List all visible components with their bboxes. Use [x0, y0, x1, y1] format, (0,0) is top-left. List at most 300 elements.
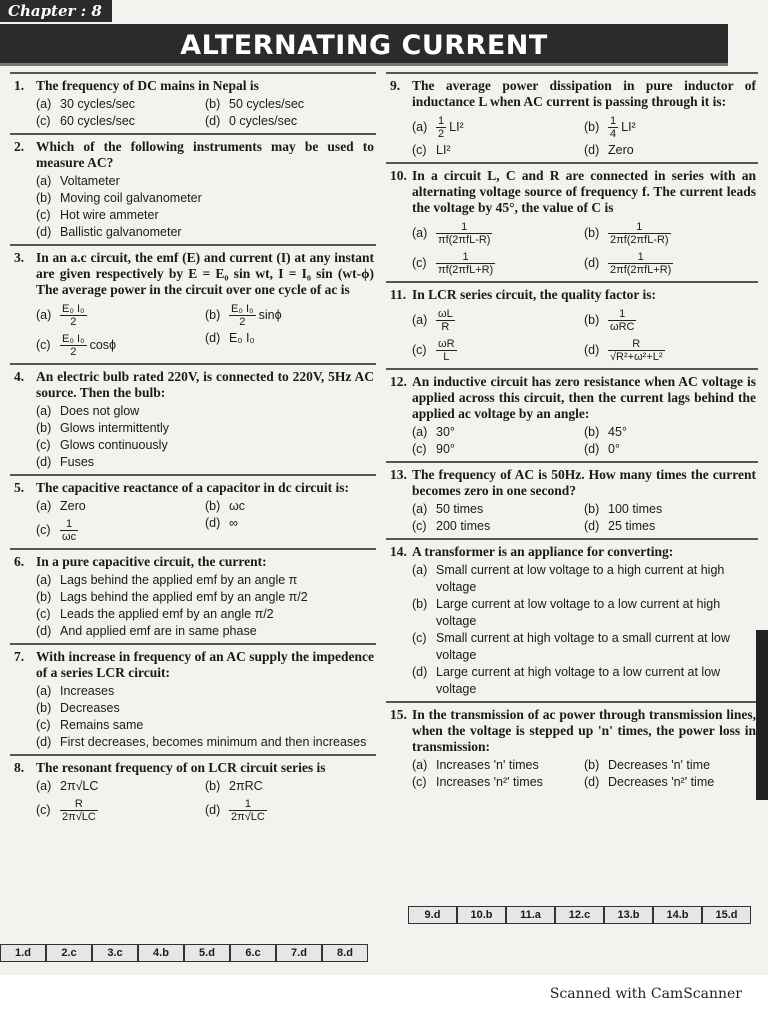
- option-text: E₀ I₀: [229, 331, 255, 345]
- option-value: [60, 207, 374, 224]
- question-text: With increase in frequency of an AC supply the impedence of a series LCR circuit:: [36, 649, 374, 680]
- options-list: [36, 173, 374, 241]
- option-value: [60, 623, 374, 640]
- options-list: [36, 778, 374, 825]
- fraction-numerator: 1: [608, 308, 636, 321]
- fraction-denominator: 2π√LC: [62, 811, 96, 824]
- option-label: (d): [412, 665, 428, 679]
- option-value: [608, 218, 756, 248]
- answer-key-cell: 2.c: [46, 944, 92, 962]
- question-block: [10, 754, 376, 828]
- option: [584, 335, 756, 365]
- option-text: 45°: [608, 425, 627, 439]
- fraction: [436, 221, 492, 246]
- answer-key-row-left: [0, 944, 368, 962]
- fraction-numerator: 1: [608, 221, 671, 234]
- option-label: (d): [584, 343, 600, 357]
- answer-key-cell: 11.a: [506, 906, 555, 924]
- option-label: (d): [205, 803, 221, 817]
- fraction-numerator: E₀ I₀: [62, 333, 85, 346]
- fraction: [436, 338, 457, 363]
- option-label: (b): [412, 597, 428, 611]
- fraction-denominator: L: [443, 351, 450, 364]
- options-list: [412, 562, 756, 698]
- option-text: Small current at low voltage to a high current at high voltage: [436, 563, 725, 594]
- option-text: Lags behind the applied emf by an angle π: [60, 573, 298, 587]
- option-value: [608, 248, 756, 278]
- question-text: Which of the following instruments may be used to measure AC?: [36, 139, 374, 170]
- options-list: [412, 218, 756, 278]
- fraction: [229, 798, 267, 823]
- option-value: [60, 420, 374, 437]
- question-block: [386, 461, 758, 538]
- option: [584, 142, 756, 159]
- option-label: (a): [412, 563, 428, 577]
- fraction-denominator: 2π√LC: [231, 811, 265, 824]
- fraction-denominator: √R²+ω²+L²: [610, 351, 663, 364]
- option-text: 200 times: [436, 519, 491, 533]
- option: [412, 142, 584, 159]
- option: [36, 420, 374, 437]
- option: [412, 774, 584, 791]
- option-label: (b): [36, 191, 52, 205]
- option-text: cosϕ: [89, 338, 117, 352]
- question-header: [14, 369, 374, 401]
- answer-key-cell: 15.d: [702, 906, 751, 924]
- option-text: Remains same: [60, 718, 144, 732]
- option-value: [436, 562, 756, 596]
- option-text: Zero: [60, 499, 86, 513]
- option-text: Increases: [60, 684, 115, 698]
- option-value: [229, 330, 374, 360]
- option-label: (b): [205, 97, 221, 111]
- answer-key-cell: 5.d: [184, 944, 230, 962]
- question-number: 6.: [14, 554, 25, 569]
- option-label: (b): [584, 502, 600, 516]
- option-label: (c): [412, 519, 427, 533]
- option: [205, 96, 374, 113]
- option-value: [60, 700, 374, 717]
- option-label: (d): [584, 442, 600, 456]
- answer-key-cell: 4.b: [138, 944, 184, 962]
- option: [36, 207, 374, 224]
- option-text: Increases 'n' times: [436, 758, 539, 772]
- option-label: (a): [412, 425, 428, 439]
- question-number: 9.: [390, 78, 401, 93]
- answer-key-cell: 13.b: [604, 906, 653, 924]
- question-number: 11.: [390, 287, 407, 302]
- question-header: [390, 287, 756, 303]
- option-value: [60, 734, 374, 751]
- option-text: 2πRC: [229, 779, 263, 793]
- option-value: [60, 437, 374, 454]
- option-value: [60, 96, 205, 113]
- option-text: Voltameter: [60, 174, 120, 188]
- fraction: [608, 221, 671, 246]
- option-text: 0 cycles/sec: [229, 114, 298, 128]
- fraction-denominator: 4: [610, 128, 617, 141]
- option-label: (c): [412, 775, 427, 789]
- option: [36, 300, 205, 330]
- option-label: (d): [36, 624, 52, 638]
- page-title: ALTERNATING CURRENT: [180, 30, 548, 61]
- option-value: [436, 630, 756, 664]
- fraction: [60, 518, 78, 543]
- question-number: 2.: [14, 139, 25, 154]
- option: [584, 501, 756, 518]
- option-label: (a): [412, 502, 428, 516]
- fraction: [60, 303, 87, 328]
- option-label: (b): [584, 226, 600, 240]
- option-value: [60, 589, 374, 606]
- option: [36, 717, 374, 734]
- option: [36, 498, 205, 515]
- option-label: (b): [36, 701, 52, 715]
- fraction: [436, 308, 455, 333]
- answer-key-cell: 10.b: [457, 906, 506, 924]
- option: [36, 437, 374, 454]
- option-text: ωc: [229, 499, 246, 513]
- option-value: [229, 96, 374, 113]
- option-text: Decreases: [60, 701, 120, 715]
- question-number: 3.: [14, 250, 25, 265]
- options-list: [36, 572, 374, 640]
- option-value: [60, 606, 374, 623]
- option: [205, 113, 374, 130]
- option-value: [436, 305, 584, 335]
- option-text: Small current at high voltage to a small current at low voltage: [436, 631, 730, 662]
- option: [36, 623, 374, 640]
- option: [36, 515, 205, 545]
- options-list: [412, 424, 756, 458]
- option-value: [608, 518, 756, 535]
- option-text: Hot wire ammeter: [60, 208, 159, 222]
- option-text: 0°: [608, 442, 620, 456]
- question-header: [14, 78, 374, 94]
- fraction: [60, 333, 87, 358]
- fraction: [608, 308, 636, 333]
- option-value: [60, 113, 205, 130]
- option: [36, 454, 374, 471]
- option-text: 30°: [436, 425, 455, 439]
- question-text: In an a.c circuit, the emf (E) and current (I) at any instant are given respectively by E = E₀ sin wt, I = I₀ sin (wt-ϕ) The average power in the circuit over one cycle of ac is: [36, 250, 374, 297]
- option: [412, 757, 584, 774]
- fraction-denominator: ωRC: [610, 321, 635, 334]
- question-header: [14, 139, 374, 171]
- option-label: (c): [36, 803, 51, 817]
- question-header: [390, 707, 756, 755]
- fraction-numerator: R: [608, 338, 665, 351]
- option-label: (c): [36, 114, 51, 128]
- question-number: 8.: [14, 760, 25, 775]
- question-block: [10, 548, 376, 643]
- question-header: [390, 544, 756, 560]
- option: [205, 300, 374, 330]
- option-label: (d): [36, 455, 52, 469]
- option-label: (d): [205, 114, 221, 128]
- fraction-numerator: 1: [229, 798, 267, 811]
- question-text: A transformer is an appliance for converting:: [412, 544, 674, 559]
- options-list: [36, 403, 374, 471]
- question-block: [10, 244, 376, 363]
- option: [36, 683, 374, 700]
- question-text: The capacitive reactance of a capacitor in dc circuit is:: [36, 480, 350, 495]
- option: [412, 305, 584, 335]
- question-text: The frequency of AC is 50Hz. How many times the current becomes zero in one second?: [412, 467, 756, 498]
- question-block: [10, 133, 376, 244]
- option-value: [436, 248, 584, 278]
- option-label: (c): [36, 438, 51, 452]
- option: [36, 113, 205, 130]
- question-number: 4.: [14, 369, 25, 384]
- option-label: (b): [205, 308, 221, 322]
- option: [412, 596, 756, 630]
- answer-key-cell: 3.c: [92, 944, 138, 962]
- option-value: [608, 335, 756, 365]
- fraction-denominator: 2: [70, 316, 77, 329]
- fraction-denominator: πf(2πfL-R): [438, 234, 491, 247]
- option-value: [436, 501, 584, 518]
- option-value: [436, 142, 584, 159]
- option-label: (c): [36, 607, 51, 621]
- option: [205, 795, 374, 825]
- option: [584, 424, 756, 441]
- fraction-numerator: E₀ I₀: [62, 303, 85, 316]
- option: [412, 630, 756, 664]
- fraction-numerator: 1: [438, 115, 445, 128]
- option-value: [60, 498, 205, 515]
- option-label: (c): [36, 718, 51, 732]
- question-block: [386, 162, 758, 281]
- answer-key-row-right: [408, 906, 751, 924]
- option: [36, 795, 205, 825]
- option-value: [60, 778, 205, 795]
- question-text: In the transmission of ac power through transmission lines, when the voltage is stepped up 'n' times, the power loss in transmission:: [412, 707, 756, 754]
- option-label: (b): [205, 779, 221, 793]
- options-list: [36, 683, 374, 751]
- fraction-denominator: πf(2πfL+R): [438, 264, 494, 277]
- option-label: (d): [584, 775, 600, 789]
- fraction-denominator: 2: [70, 346, 77, 359]
- question-text: In a circuit L, C and R are connected in series with an alternating voltage source of frequency f. The current leads the voltage by 45°, the value of C is: [412, 168, 756, 215]
- option-text: Ballistic galvanometer: [60, 225, 182, 239]
- option-label: (a): [412, 313, 428, 327]
- option-value: [436, 424, 584, 441]
- option-text: Glows continuously: [60, 438, 168, 452]
- question-number: 13.: [390, 467, 407, 482]
- option: [584, 248, 756, 278]
- option: [412, 424, 584, 441]
- option-text: LI²: [449, 120, 464, 134]
- option-text: ∞: [229, 516, 238, 530]
- option-text: sinϕ: [258, 308, 282, 322]
- option-label: (b): [584, 120, 600, 134]
- option-value: [60, 454, 374, 471]
- option: [584, 518, 756, 535]
- question-number: 1.: [14, 78, 25, 93]
- fraction-numerator: 1: [436, 251, 495, 264]
- option-label: (c): [36, 208, 51, 222]
- option-text: Leads the applied emf by an angle π/2: [60, 607, 274, 621]
- option: [412, 518, 584, 535]
- option-value: [608, 424, 756, 441]
- options-list: [36, 300, 374, 360]
- fraction-numerator: 1: [608, 251, 673, 264]
- question-header: [14, 760, 374, 776]
- question-header: [14, 250, 374, 298]
- option: [36, 173, 374, 190]
- option-text: 100 times: [608, 502, 663, 516]
- option-text: Decreases 'n' time: [608, 758, 711, 772]
- fraction-numerator: E₀ I₀: [231, 303, 254, 316]
- option-label: (b): [205, 499, 221, 513]
- option: [36, 589, 374, 606]
- question-text: An inductive circuit has zero resistance when AC voltage is applied across this circuit, then the current lags behind the applied ac voltage by an angle:: [412, 374, 756, 421]
- option-label: (d): [584, 256, 600, 270]
- fraction-denominator: ωc: [62, 531, 77, 544]
- option-label: (c): [412, 256, 427, 270]
- option-text: LI²: [436, 143, 451, 157]
- fraction: [436, 251, 495, 276]
- option-value: [60, 173, 374, 190]
- fraction-numerator: 1: [610, 115, 617, 128]
- question-header: [14, 649, 374, 681]
- option-value: [436, 757, 584, 774]
- option: [584, 218, 756, 248]
- option-text: 90°: [436, 442, 455, 456]
- option-value: [608, 112, 756, 142]
- option-label: (d): [584, 143, 600, 157]
- option-text: 60 cycles/sec: [60, 114, 136, 128]
- option-label: (d): [205, 516, 221, 530]
- option-text: Does not glow: [60, 404, 140, 418]
- option-value: [608, 774, 756, 791]
- options-list: [412, 305, 756, 365]
- option-text: Lags behind the applied emf by an angle π/2: [60, 590, 308, 604]
- question-header: [390, 78, 756, 110]
- option-value: [60, 403, 374, 420]
- question-text: In LCR series circuit, the quality factor is:: [412, 287, 656, 302]
- left-column: [10, 72, 376, 828]
- question-number: 15.: [390, 707, 407, 722]
- option-value: [608, 305, 756, 335]
- option-value: [229, 515, 374, 545]
- option-label: (b): [584, 425, 600, 439]
- option-label: (a): [36, 308, 52, 322]
- question-text: The resonant frequency of on LCR circuit series is: [36, 760, 326, 775]
- options-list: [412, 112, 756, 159]
- fraction-denominator: 2πf(2πfL+R): [610, 264, 672, 277]
- option-value: [436, 774, 584, 791]
- option-value: [229, 778, 374, 795]
- options-list: [412, 501, 756, 535]
- option-label: (a): [36, 499, 52, 513]
- option-label: (a): [36, 174, 52, 188]
- question-block: [386, 281, 758, 368]
- option-value: [229, 113, 374, 130]
- option: [36, 700, 374, 717]
- option-text: Large current at low voltage to a low current at high voltage: [436, 597, 721, 628]
- option-text: Decreases 'n²' time: [608, 775, 715, 789]
- question-block: [386, 538, 758, 701]
- question-block: [386, 701, 758, 794]
- option-text: And applied emf are in same phase: [60, 624, 257, 638]
- option-label: (a): [412, 226, 428, 240]
- option-label: (a): [36, 684, 52, 698]
- question-text: An electric bulb rated 220V, is connected to 220V, 5Hz AC source. Then the bulb:: [36, 369, 374, 400]
- question-number: 14.: [390, 544, 407, 559]
- option: [36, 330, 205, 360]
- option: [36, 572, 374, 589]
- option: [205, 330, 374, 360]
- option-text: LI²: [621, 120, 636, 134]
- option-value: [608, 501, 756, 518]
- option-value: [436, 335, 584, 365]
- option-label: (c): [412, 631, 427, 645]
- option-label: (a): [36, 779, 52, 793]
- option-label: (a): [36, 97, 52, 111]
- fraction-numerator: 1: [60, 518, 78, 531]
- fraction: [436, 115, 446, 140]
- question-text: In a pure capacitive circuit, the current:: [36, 554, 267, 569]
- option-label: (d): [36, 225, 52, 239]
- answer-key-cell: 6.c: [230, 944, 276, 962]
- option: [584, 305, 756, 335]
- option-value: [608, 441, 756, 458]
- option: [584, 441, 756, 458]
- option-label: (c): [412, 143, 427, 157]
- answer-key-cell: 1.d: [0, 944, 46, 962]
- option-label: (c): [36, 523, 51, 537]
- option-label: (d): [584, 519, 600, 533]
- option: [36, 778, 205, 795]
- option-label: (d): [205, 331, 221, 345]
- option-value: [229, 498, 374, 515]
- option-text: Fuses: [60, 455, 95, 469]
- option-text: 50 times: [436, 502, 484, 516]
- option-value: [60, 190, 374, 207]
- scanner-watermark: Scanned with CamScanner: [549, 986, 742, 1002]
- option-text: Large current at high voltage to a low current at low voltage: [436, 665, 721, 696]
- options-list: [412, 757, 756, 791]
- option-value: [60, 572, 374, 589]
- option-label: (c): [412, 343, 427, 357]
- option: [412, 112, 584, 142]
- answer-key-cell: 7.d: [276, 944, 322, 962]
- fraction-denominator: R: [441, 321, 450, 334]
- option-value: [60, 717, 374, 734]
- side-tab: [756, 630, 768, 800]
- question-block: [10, 72, 376, 133]
- answer-key-cell: 8.d: [322, 944, 368, 962]
- option-value: [60, 330, 205, 360]
- option-label: (a): [36, 404, 52, 418]
- option: [584, 757, 756, 774]
- option: [36, 96, 205, 113]
- option-label: (c): [36, 338, 51, 352]
- answer-key-cell: 9.d: [408, 906, 457, 924]
- option-text: Glows intermittently: [60, 421, 170, 435]
- fraction: [229, 303, 256, 328]
- option-value: [436, 441, 584, 458]
- option-label: (c): [412, 442, 427, 456]
- option-value: [436, 218, 584, 248]
- fraction-denominator: 2: [239, 316, 246, 329]
- option: [412, 664, 756, 698]
- option: [36, 403, 374, 420]
- answer-key-cell: 14.b: [653, 906, 702, 924]
- question-text: The average power dissipation in pure inductor of inductance L when AC current is passing through it is:: [412, 78, 756, 109]
